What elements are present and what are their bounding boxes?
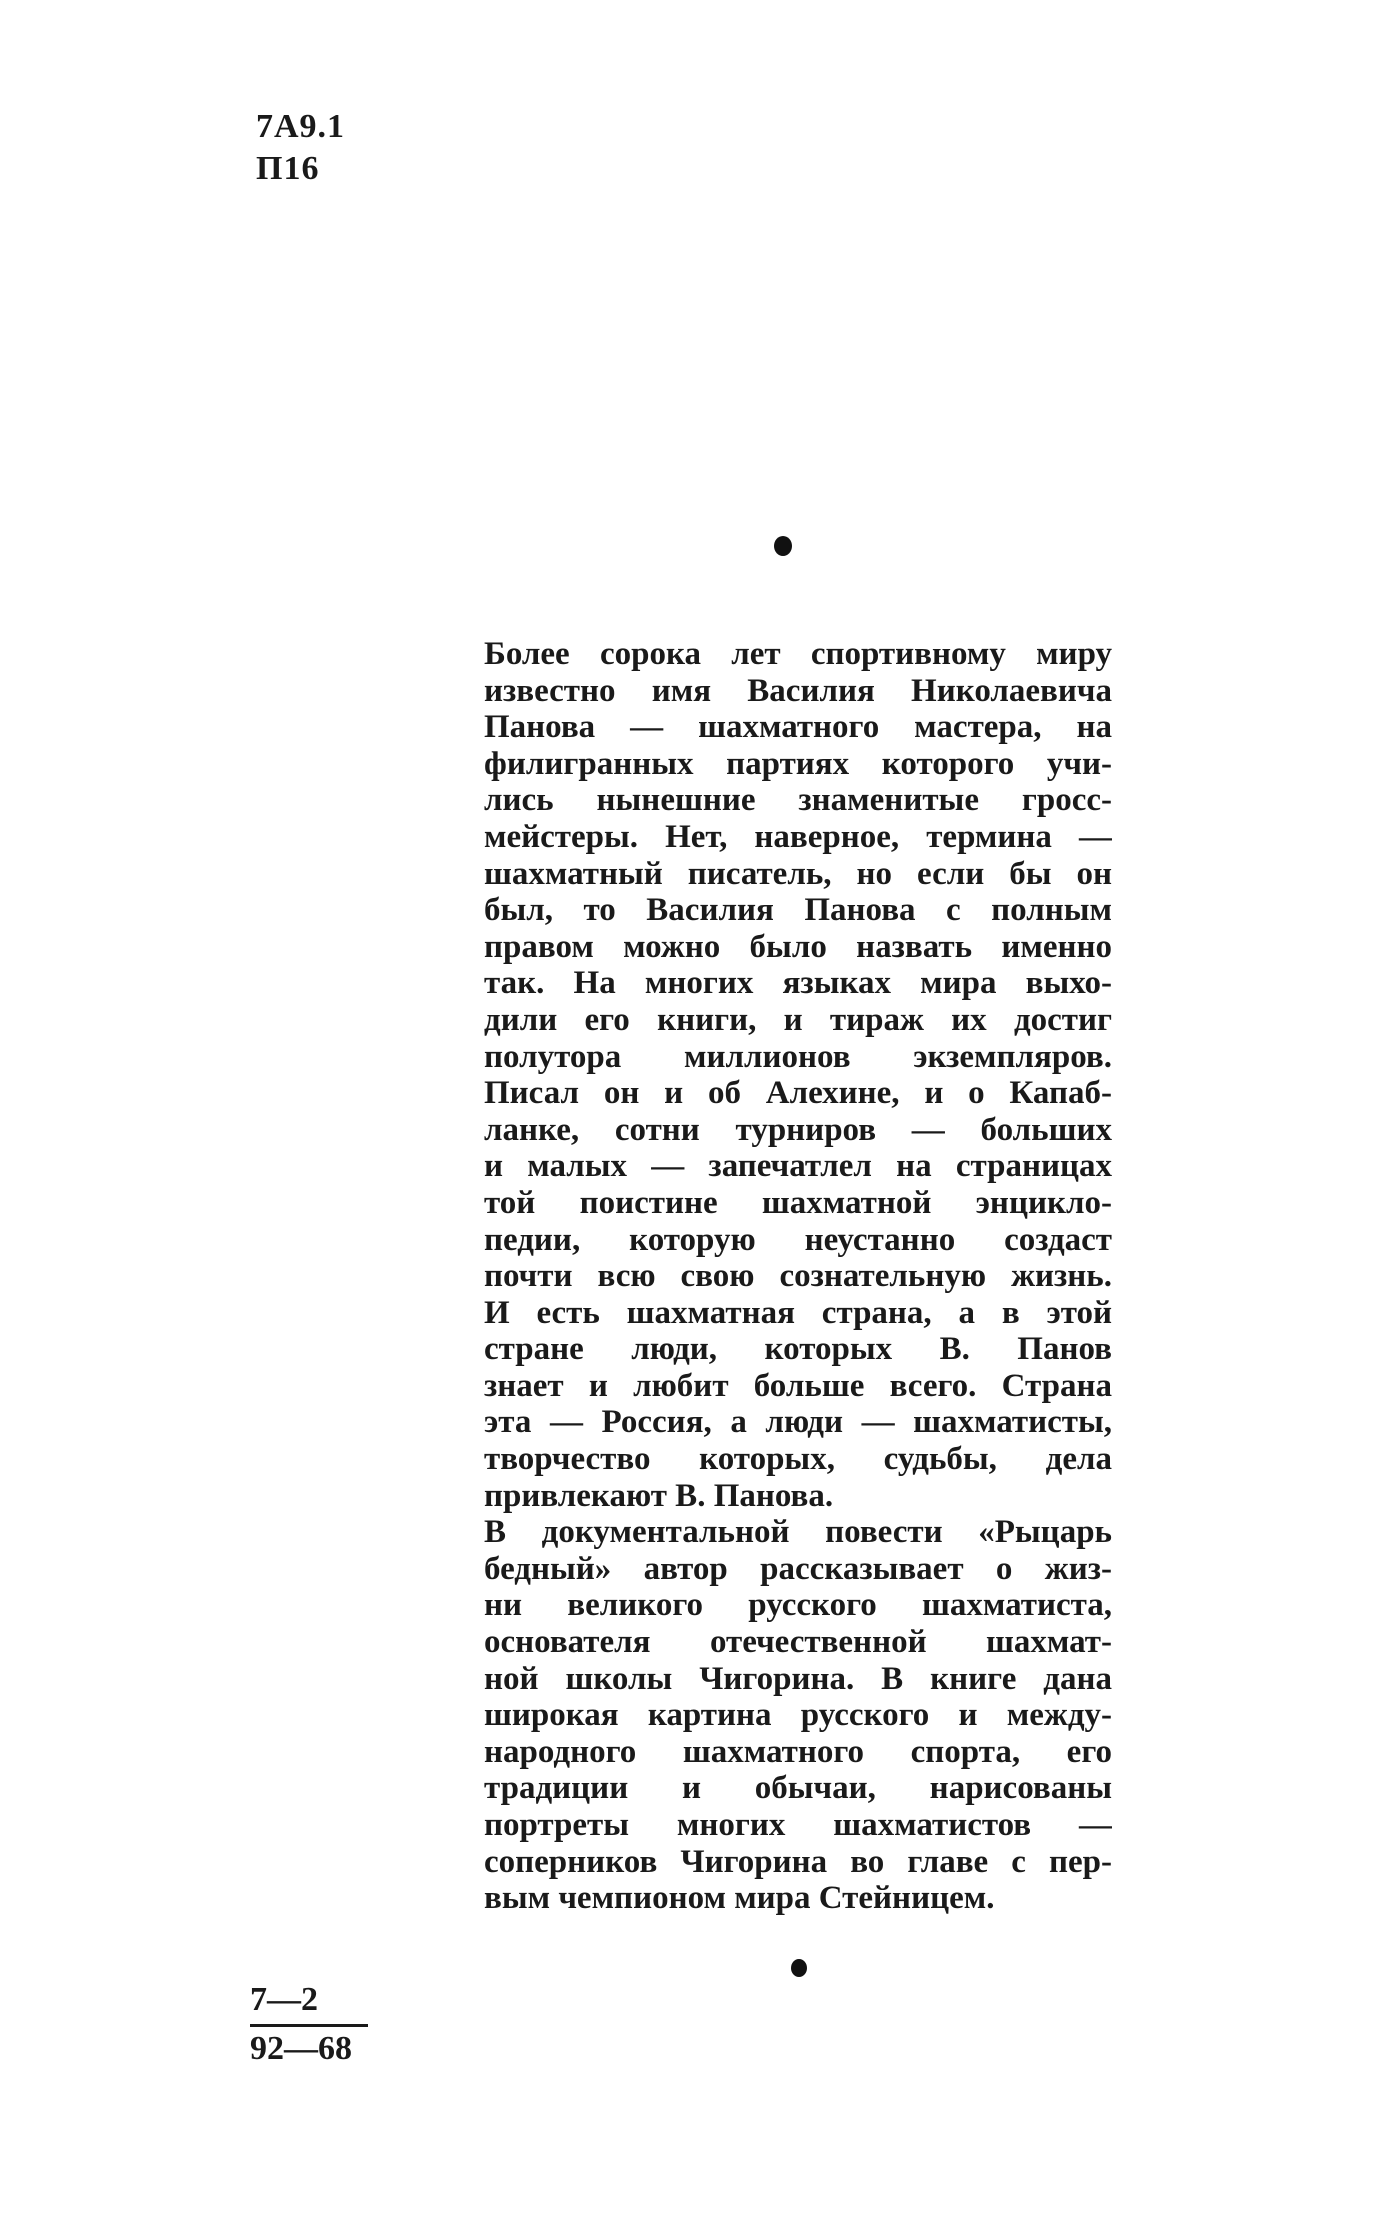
annotation-line: И есть шахматная страна, а в этой (484, 1294, 1112, 1331)
annotation-line: полутора миллионов экземпляров. (484, 1038, 1112, 1075)
annotation-line: лись нынешние знаменитые гросс- (484, 782, 1112, 819)
annotation-line: так. На многих языках мира выхо- (484, 965, 1112, 1002)
classification-index (256, 106, 345, 190)
annotation-line: шахматный писатель, но если бы он (484, 855, 1112, 892)
annotation-line: дили его книги, и тираж их достиг (484, 1001, 1112, 1038)
annotation-line: знает и любит больше всего. Страна (484, 1367, 1112, 1404)
publication-code-numerator: 7—2 (250, 1978, 368, 2027)
annotation-line: привлекают В. Панова. (484, 1477, 834, 1514)
annotation-line: бедный» автор рассказывает о жиз- (484, 1550, 1112, 1587)
classification-line-1: 7А9.1 (256, 108, 346, 145)
ornament-dot-top (774, 536, 792, 556)
annotation-line: и малых — запечатлел на страницах (484, 1148, 1112, 1185)
annotation-line: ни великого русского шахматиста, (484, 1587, 1112, 1624)
publication-code (250, 1978, 368, 2071)
annotation-line: Писал он и об Алехине, и о Капаб- (484, 1075, 1112, 1112)
annotation-line: ланке, сотни турниров — больших (484, 1111, 1112, 1148)
annotation-line: филигранных партиях которого учи- (484, 745, 1112, 782)
annotation-line: основателя отечественной шахмат- (484, 1624, 1112, 1661)
annotation-line: правом можно было назвать именно (484, 928, 1112, 965)
annotation-line: народного шахматного спорта, его (484, 1733, 1112, 1770)
annotation-line: портреты многих шахматистов — (484, 1807, 1112, 1843)
publication-code-denominator: 92—68 (250, 2030, 352, 2067)
annotation-line: был, то Василия Панова с полным (484, 892, 1112, 929)
annotation-line: Более сорока лет спортивному миру (484, 636, 1112, 672)
annotation-line: ной школы Чигорина. В книге дана (484, 1660, 1112, 1697)
annotation-line: В документальной повести «Рыцарь (484, 1514, 1112, 1551)
ornament-dot-bottom (791, 1959, 807, 1977)
annotation-line: той поистине шахматной энцикло- (484, 1184, 1112, 1221)
annotation-line: Панова — шахматного мастера, на (484, 709, 1112, 746)
annotation-text (484, 636, 1112, 1917)
classification-line-2: П16 (256, 150, 320, 187)
annotation-line: творчество которых, судьбы, дела (484, 1441, 1112, 1478)
annotation-line: эта — Россия, а люди — шахматисты, (484, 1404, 1112, 1441)
annotation-line: почти всю свою сознательную жизнь. (484, 1258, 1112, 1295)
annotation-line: педии, которую неустанно создаст (484, 1221, 1112, 1258)
annotation-line: соперников Чигорина во главе с пер- (484, 1843, 1112, 1880)
annotation-line: стране люди, которых В. Панов (484, 1331, 1112, 1368)
annotation-line: широкая картина русского и между- (484, 1697, 1112, 1734)
annotation-line: мейстеры. Нет, наверное, термина — (484, 818, 1112, 855)
annotation-line: традиции и обычаи, нарисованы (484, 1770, 1112, 1807)
annotation-line: вым чемпионом мира Стейницем. (484, 1880, 995, 1917)
annotation-line: известно имя Василия Николаевича (484, 672, 1112, 709)
